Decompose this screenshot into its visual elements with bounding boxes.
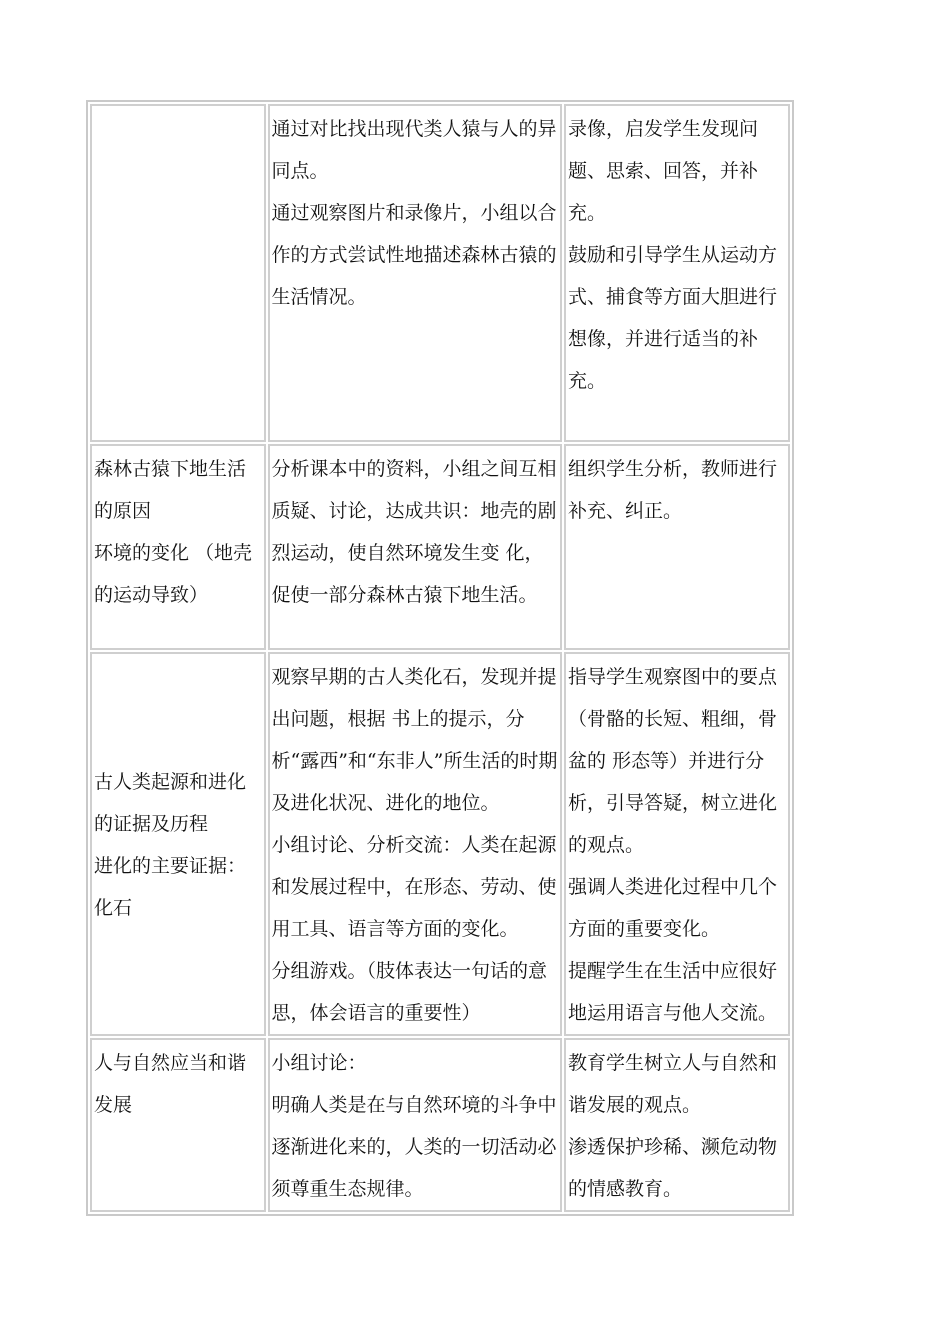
cell-paragraph: 通过对比找出现代类人猿与人的异同点。 <box>271 118 557 182</box>
cell-paragraph: 古人类起源和进化的证据及历程 <box>94 771 247 835</box>
table-cell-student-activity <box>268 652 563 1036</box>
cell-paragraph: 森林古猿下地生活的原因 <box>94 458 247 522</box>
table-cell-topic <box>90 104 266 442</box>
table-cell-teacher-activity <box>564 1038 790 1212</box>
cell-paragraph: 分组游戏。（肢体表达一句话的意思，体会语言的重要性） <box>271 960 548 1024</box>
table-cell-teacher-activity <box>564 652 790 1036</box>
table-cell-student-activity <box>268 444 563 650</box>
cell-paragraph: 观察早期的古人类化石，发现并提出问题，根据 书上的提示，分析“露西”和“东非人”所生活的时期及进化状况、进化的地位。 <box>271 666 558 814</box>
table-cell-topic <box>90 1038 266 1212</box>
cell-paragraph: 录像，启发学生发现问题、思索、回答，并补充。 <box>568 118 759 224</box>
cell-paragraph: 强调人类进化过程中几个方面的重要变化。 <box>568 876 778 940</box>
cell-paragraph: 鼓励和引导学生从运动方式、捕食等方面大胆进行想像，并进行适当的补充。 <box>568 244 778 392</box>
table-cell-student-activity <box>268 1038 563 1212</box>
cell-paragraph: 小组讨论： <box>271 1052 367 1074</box>
table-cell-teacher-activity <box>564 444 790 650</box>
table-cell-teacher-activity <box>564 104 790 442</box>
table-cell-topic <box>90 652 266 1036</box>
cell-paragraph: 渗透保护珍稀、濒危动物的情感教育。 <box>568 1136 778 1200</box>
cell-paragraph: 进化的主要证据：化石 <box>94 855 247 919</box>
table-row <box>90 1038 790 1212</box>
cell-paragraph: 人与自然应当和谐发展 <box>94 1052 247 1116</box>
cell-paragraph: 通过观察图片和录像片，小组以合作的方式尝试性地描述森林古猿的生活情况。 <box>271 202 557 308</box>
cell-paragraph: 明确人类是在与自然环境的斗争中逐渐进化来的，人类的一切活动必须尊重生态规律。 <box>271 1094 557 1200</box>
cell-paragraph: 小组讨论、分析交流：人类在起源和发展过程中，在形态、劳动、使用工具、语言等方面的变化。 <box>271 834 557 940</box>
table-cell-topic <box>90 444 266 650</box>
cell-paragraph: 提醒学生在生活中应很好地运用语言与他人交流。 <box>568 960 778 1024</box>
cell-paragraph: 组织学生分析，教师进行补充、纠正。 <box>568 458 778 522</box>
table-row <box>90 652 790 1036</box>
cell-paragraph: 指导学生观察图中的要点（骨骼的长短、粗细，骨盆的 形态等）并进行分析，引导答疑，树立进化的观点。 <box>568 666 778 856</box>
lesson-plan-table <box>86 100 794 1216</box>
table-row <box>90 104 790 442</box>
cell-paragraph: 分析课本中的资料，小组之间互相质疑、讨论，达成共识：地壳的剧烈运动，使自然环境发生变 化，促使一部分森林古猿下地生活。 <box>271 458 557 606</box>
table-cell-student-activity <box>268 104 563 442</box>
cell-paragraph: 教育学生树立人与自然和谐发展的观点。 <box>568 1052 778 1116</box>
cell-paragraph: 环境的变化 （地壳的运动导致） <box>94 542 253 606</box>
table-row <box>90 444 790 650</box>
